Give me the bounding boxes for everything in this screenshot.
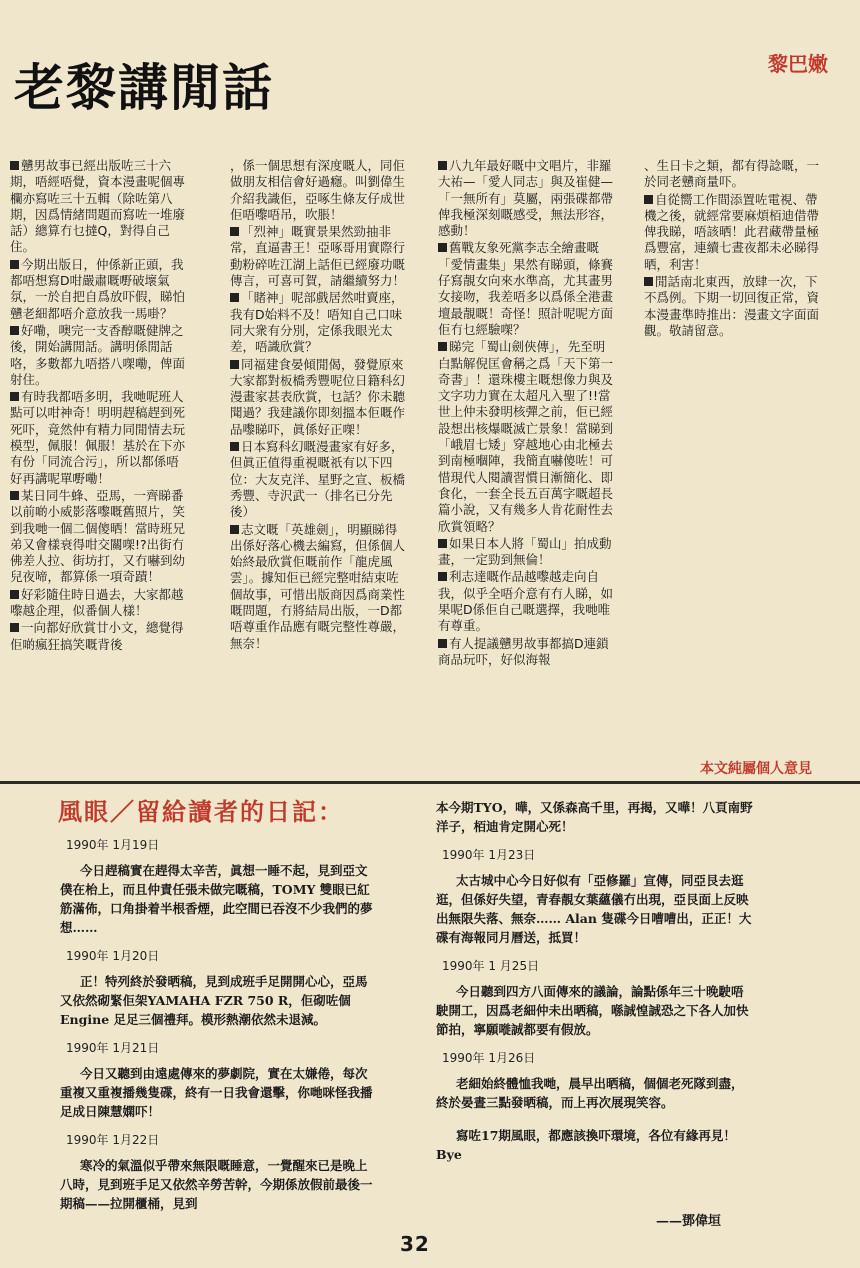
diary-entry: 今日聽到四方八面傳來的議論，論點係年三十晚駛唔駛開工，因爲老細仲未出晒稿，喺誠惶誠恐之下各人加快節拍，寧願嘥誠都要有假放。 bbox=[436, 984, 749, 1037]
column-paragraph bbox=[230, 357, 406, 438]
paragraph-text: 好嘞，噢完一支香醇嘅健牌之後，開始講閒話。講明係閒話咯，多數都九唔搭八㗎嘞，俾面射住。 bbox=[10, 322, 186, 387]
paragraph-text: 「賭神」呢部戲居然咁賣座，我有D始料不及！唔知自己口味同大衆有分別，定係我眼光太差，唔識欣賞？ bbox=[230, 290, 404, 355]
diary-entry: 太古城中心今日好似有「亞修羅」宣傳，同亞艮去逛逛，但係好失望，青春靚女葉蘊儀冇出現，亞艮面上反映出無限失落、無奈…… Alan 隻碟今日嘈嘈出，正正！大碟有海報同月曆送，抵買！ bbox=[436, 873, 752, 945]
square-bullet-icon bbox=[230, 293, 239, 302]
column-paragraph bbox=[644, 192, 826, 273]
square-bullet-icon bbox=[10, 392, 19, 401]
section-divider bbox=[0, 781, 860, 784]
diary-right-column bbox=[436, 798, 754, 1168]
column-paragraph bbox=[438, 240, 614, 338]
column-paragraph bbox=[438, 636, 614, 669]
column-paragraph bbox=[644, 274, 826, 339]
column-3 bbox=[438, 158, 614, 743]
square-bullet-icon bbox=[644, 277, 653, 286]
paragraph-text: 某日同牛蜂、亞馬，一齊睇番以前啲小威影落嚟嘅舊照片，笑到我哋一個二個傻晒！當時班兄弟又會樣衰得咁交關㗎!?出街冇佛差人拉、街坊打，又冇嚇到幼兒夜啼，都算係一項奇蹟！ bbox=[10, 487, 186, 585]
square-bullet-icon bbox=[230, 442, 239, 451]
paragraph-text: 舊戰友象死黨李志全繪畫嘅「愛情畫集」果然有睇頭，條賽仔寫靚女向來水準高，尤其畫男女接吻，我差唔多以爲係全港畫壇最靚嘅！奇怪！照計呢呢方面佢冇乜經驗㗎？ bbox=[438, 240, 614, 337]
square-bullet-icon bbox=[644, 195, 653, 204]
diary-date: 1990年 1月20日 bbox=[66, 949, 160, 963]
square-bullet-icon bbox=[438, 639, 447, 648]
square-bullet-icon bbox=[10, 590, 19, 599]
page-title: 老黎講閒話 bbox=[14, 58, 274, 117]
diary-right-entries bbox=[436, 846, 754, 1112]
diary-signoff: ——鄧偉垣 bbox=[656, 1214, 722, 1229]
paragraph-text: 同福建食晏傾閒偈，發覺原來大家都對板橋秀豐呢位日籍科幻漫畫家甚表欣賞，乜話？你未聽聞過？我建議你即刻搵本佢嘅作品嚟睇吓，眞係好正㗎！ bbox=[230, 356, 406, 437]
diary-entry: 正！特列終於發晒稿，見到成班手足開開心心，亞馬又依然砌緊佢架YAMAHA FZR 750 R，佢砌咗個Engine 足足三個禮拜。模形熱潮依然未退減。 bbox=[60, 974, 368, 1027]
column-paragraph bbox=[230, 158, 406, 223]
paragraph-text: 利志達嘅作品越嚟越走向自我，似乎全唔介意有冇人睇，如果呢D係佢自己嘅選擇，我哋唯有尊重。 bbox=[438, 569, 614, 634]
column-paragraph bbox=[644, 158, 826, 191]
column-paragraph bbox=[230, 522, 406, 652]
column-paragraph bbox=[438, 339, 614, 535]
paragraph-text: 戇男故事已經出版咗三十六期，唔經唔覺，資本漫畫呢個專欄亦寫咗三十五輯（除咗第八期，因爲情緒問題而寫咗一堆廢話）總算冇乜撻Q，對得自己住。 bbox=[10, 158, 186, 255]
square-bullet-icon bbox=[230, 525, 239, 534]
square-bullet-icon bbox=[10, 491, 19, 500]
diary-intro: 本今期TYO，嘩，又係森高千里，再揭，又嘩！八頁南野洋子，栢迪肯定開心死！ bbox=[436, 800, 753, 834]
diary-date: 1990年 1月21日 bbox=[66, 1041, 160, 1055]
square-bullet-icon bbox=[10, 326, 19, 335]
square-bullet-icon bbox=[230, 227, 239, 236]
square-bullet-icon bbox=[10, 260, 19, 269]
column-1 bbox=[10, 158, 188, 743]
author-name: 黎巴嫩 bbox=[768, 52, 828, 76]
column-paragraph bbox=[10, 389, 188, 487]
column-paragraph bbox=[10, 488, 188, 586]
paragraph-text: 自從嚮工作間添置咗電視、帶機之後，就經常要麻煩栢迪借帶俾我睇，唔該晒！此君藏帶量極爲豐富，連續七晝夜都未必睇得晒，利害！ bbox=[644, 191, 820, 272]
column-paragraph bbox=[438, 536, 614, 569]
paragraph-text: 有人提議戇男故事都搞D連鎖商品玩吓，好似海報 bbox=[438, 635, 609, 667]
square-bullet-icon bbox=[10, 161, 19, 170]
paragraph-text: 志文嘅「英雄劍」，明顯睇得出係好落心機去編寫，但係個人始終最欣賞佢嘅前作「龍虎風雲」。據知佢已經完整咁結束咗個故事，可惜出版商因爲商業性嘅問題，冇將結局出版，一D都唔尊重作品應有嘅完整性尊嚴，無奈！ bbox=[230, 521, 406, 651]
column-paragraph bbox=[230, 290, 406, 355]
diary-entry: 老細始終體恤我哋，晨早出晒稿，個個老死隊到盡，終於晏晝三點發晒稿，而上再次展現笑容。 bbox=[436, 1076, 744, 1110]
diary-entry: 寒冷的氣溫似乎帶來無限嘅睡意，一覺醒來已是晚上八時，見到班手足又依然辛勞苦幹，今期係放假前最後一期稿——拉開櫃桶，見到 bbox=[60, 1158, 373, 1211]
disclaimer: 本文純屬個人意見 bbox=[700, 761, 812, 777]
square-bullet-icon bbox=[438, 539, 447, 548]
page-number: 32 bbox=[400, 1232, 430, 1256]
diary-entry: 今日趕稿實在趕得太辛苦，眞想一睡不起，見到亞文僕在枱上，而且仲責任張未做完嘅稿，TOMY 雙眼已紅筋滿佈，口角掛着半根香煙，此空間已吞沒不少我們的夢想…… bbox=[60, 863, 373, 935]
diary-date: 1990年 1月19日 bbox=[66, 838, 160, 852]
paragraph-text: 好彩隨住時日過去，大家都越嚟越企理，似番個人樣！ bbox=[10, 586, 184, 619]
paragraph-text: 閒話南北東西，放肆一次，下不爲例。下期一切回復正常，資本漫畫準時推出：漫畫文字面面觀。敬請留意。 bbox=[644, 274, 820, 338]
column-paragraph bbox=[230, 224, 406, 289]
square-bullet-icon bbox=[230, 360, 239, 369]
diary-closing: 寫咗17期風眼，都應該換吓環境，各位有緣再見！Bye bbox=[436, 1128, 736, 1162]
column-paragraph bbox=[438, 158, 614, 239]
paragraph-text: 、生日卡之類，都有得諗嘅，一於同老戇商量吓。 bbox=[644, 158, 820, 190]
column-paragraph bbox=[10, 620, 188, 653]
paragraph-text: ，係一個思想有深度嘅人，同佢做朋友相信會好過癮。叫劉偉生介紹我識佢，亞啄生條友仔成世佢唔嚟唔吊，吹脹！ bbox=[230, 158, 406, 222]
column-paragraph bbox=[230, 439, 406, 520]
paragraph-text: 八九年最好嘅中文唱片，非羅大祐—「愛人同志」與及崔健—「一無所有」莫屬，兩張碟都帶俾我極深刻嘅感受，無法形容，感動！ bbox=[438, 158, 614, 239]
column-paragraph bbox=[438, 569, 614, 634]
square-bullet-icon bbox=[438, 572, 447, 581]
paragraph-text: 睇完「蜀山劍俠傳」，先至明白點解倪匡會稱之爲「天下第一奇書」！還珠樓主嘅想像力與及文字功力實在太超凡入聖了!!當世上仲未發明核彈之前，佢已經設想出核爆嘅滅亡景象！當睇到「峨眉七矮」穿越地心由北極去到南極嗰陣，我簡直嚇傻咗！可惜現代人閱讀習慣日漸簡化、即食化，一套全長五百萬字嘅超長篇小說，又有幾多人肯花耐性去欣賞領略？ bbox=[438, 339, 614, 534]
paragraph-text: 「烈神」嘅實景果然勁抽非常，直逼書王！亞啄哥用實際行動粉碎咗江湖上話佢已經廢功嘅傳言，可喜可賀，請繼續努力！ bbox=[230, 224, 406, 289]
diary-left-column bbox=[60, 826, 378, 1217]
paragraph-text: 有時我都唔多明，我哋呢班人點可以咁神奇！明明趕稿趕到死死吓，竟然仲有精力同閒情去玩模型，佩服！佩服！基於在下亦有份「同流合污」，所以都係唔好再講呢單嘢嘞！ bbox=[10, 389, 186, 486]
paragraph-text: 今期出版日，仲係新正頭，我都唔想寫D咁嚴肅嘅嘢破壞氣氛，一於自把自爲放吓假，睇怕戇老細都唔介意放我一馬啩？ bbox=[10, 256, 186, 321]
column-paragraph bbox=[10, 158, 188, 256]
column-4 bbox=[644, 158, 826, 743]
diary-title: 風眼／留給讀者的日記： bbox=[58, 797, 344, 826]
diary-date: 1990年 1月23日 bbox=[442, 848, 536, 862]
column-2 bbox=[230, 158, 406, 743]
square-bullet-icon bbox=[438, 342, 447, 351]
diary-date: 1990年 1 月25日 bbox=[442, 959, 540, 973]
diary-date: 1990年 1月26日 bbox=[442, 1051, 536, 1065]
square-bullet-icon bbox=[10, 623, 19, 632]
column-paragraph bbox=[10, 587, 188, 620]
diary-entry: 今日又聽到由遠處傳來的夢劇院，實在太嫌倦，每次重複又重複播幾隻碟，終有一日我會還擊，你哋咪怪我播足成日陳慧嫻吓！ bbox=[60, 1066, 373, 1119]
paragraph-text: 日本寫科幻嘅漫畫家有好多，但眞正值得重視嘅祇有以下四位：大友克洋、星野之宣、板橋秀豐、寺沢武一（排名已分先後） bbox=[230, 439, 406, 520]
square-bullet-icon bbox=[438, 161, 447, 170]
square-bullet-icon bbox=[438, 243, 447, 252]
diary-date: 1990年 1月22日 bbox=[66, 1133, 160, 1147]
paragraph-text: 如果日本人將「蜀山」拍成動畫，一定勁到無倫！ bbox=[438, 535, 612, 568]
column-paragraph bbox=[10, 323, 188, 388]
paragraph-text: 一向都好欣賞廿小文，總覺得佢啲瘋狂搞笑嘅背後 bbox=[10, 620, 184, 652]
column-paragraph bbox=[10, 257, 188, 322]
